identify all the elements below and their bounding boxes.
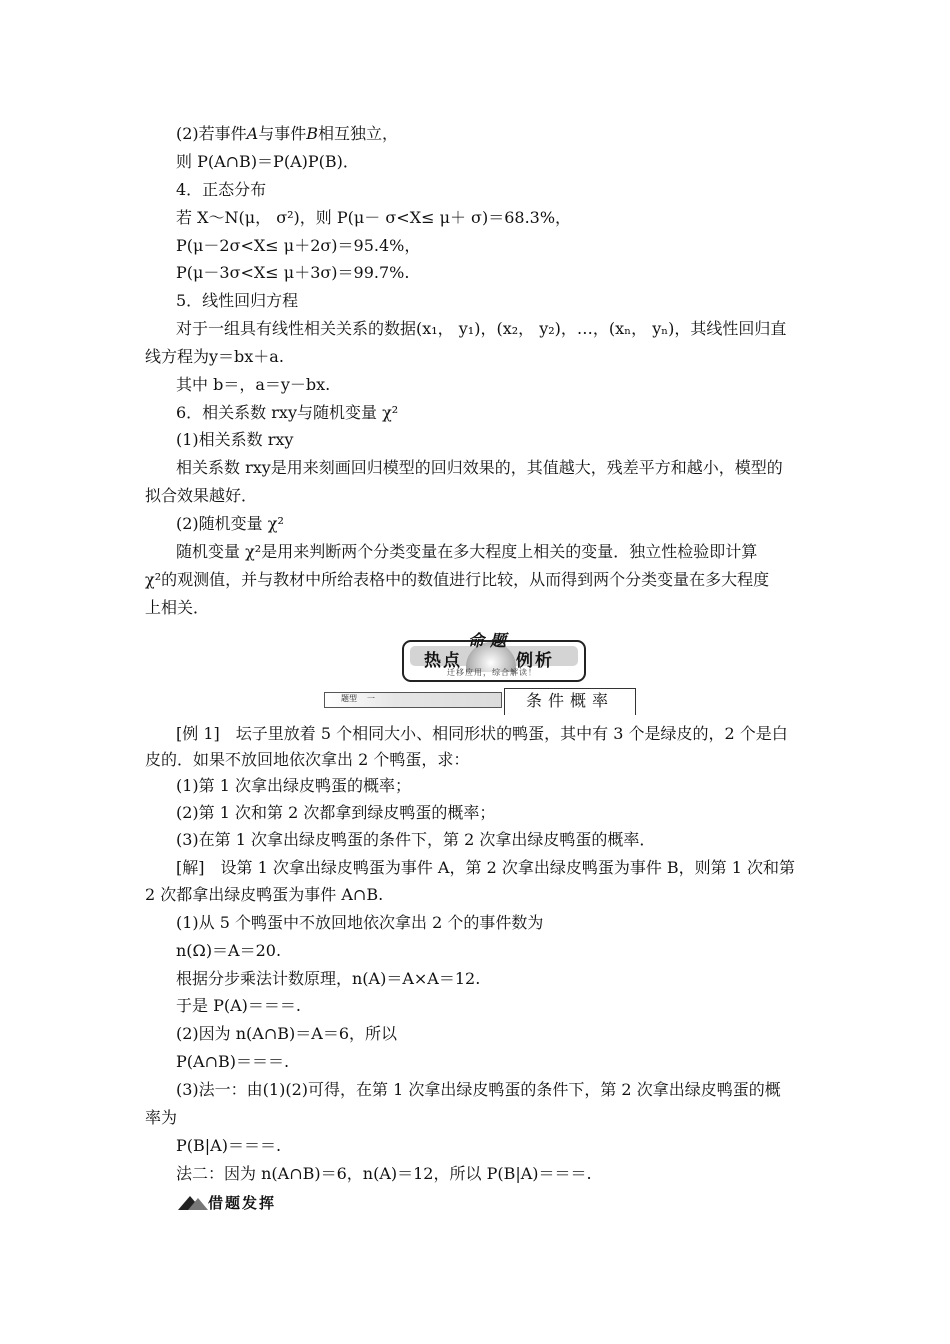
solution-line: P(A∩B)＝＝＝. xyxy=(176,1052,290,1071)
text-line: 相关系数 rxy是用来刻画回归模型的回归效果的，其值越大，残差平方和越小，模型的 xyxy=(176,458,783,477)
solution-line: (1)从 5 个鸭蛋中不放回地依次拿出 2 个的事件数为 xyxy=(176,913,544,932)
solution-line: [解] 设第 1 次拿出绿皮鸭蛋为事件 A，第 2 次拿出绿皮鸭蛋为事件 B，则第 1 次和第 xyxy=(176,858,796,877)
solution-line: 法二：因为 n(A∩B)＝6，n(A)＝12，所以 P(B|A)＝＝＝. xyxy=(176,1164,592,1183)
text-line: χ²的观测值，并与教材中所给表格中的数值进行比较，从而得到两个分类变量在多大程度 xyxy=(145,570,770,589)
text-line: P(μ－2σ<X≤ μ＋2σ)＝95.4%， xyxy=(176,236,421,255)
hot-topic-banner xyxy=(402,632,582,684)
text-line: 线方程为y＝bx＋a. xyxy=(145,347,284,366)
text-line: 拟合效果越好． xyxy=(145,486,258,505)
solution-line: 率为 xyxy=(145,1108,178,1127)
solution-line: 于是 P(A)＝＝＝. xyxy=(176,996,301,1015)
example-line: (1)第 1 次拿出绿皮鸭蛋的概率； xyxy=(176,776,412,795)
banner-subtitle: 迁移应用，综合解读！ xyxy=(447,668,537,677)
banner-right-text: 例析 xyxy=(516,651,554,671)
text-line: 则 P(A∩B)＝P(A)P(B)． xyxy=(176,152,359,171)
topic-tag: 题型 xyxy=(341,694,357,703)
text-line: (2)随机变量 χ² xyxy=(176,514,284,533)
section-heading: 5．线性回归方程 xyxy=(176,291,299,310)
solution-line: (3)法一：由(1)(2)可得，在第 1 次拿出绿皮鸭蛋的条件下，第 2 次拿出绿皮鸭蛋的概 xyxy=(176,1080,781,1099)
text-line: P(μ－3σ<X≤ μ＋3σ)＝99.7%. xyxy=(176,263,410,282)
text-line: 若 X～N(μ， σ²)，则 P(μ－ σ<X≤ μ＋ σ)＝68.3%， xyxy=(176,208,572,227)
example-line: (2)第 1 次和第 2 次都拿到绿皮鸭蛋的概率； xyxy=(176,803,496,822)
example-line: 皮的．如果不放回地依次拿出 2 个鸭蛋，求： xyxy=(145,750,470,769)
section-heading: 4．正态分布 xyxy=(176,180,267,199)
text-line: 上相关． xyxy=(145,598,210,617)
solution-line: (2)因为 n(A∩B)＝A＝6，所以 xyxy=(176,1024,397,1043)
topic-bar xyxy=(324,688,634,714)
triangle-icon xyxy=(188,1198,208,1210)
solution-line: 根据分步乘法计数原理，n(A)＝A×A＝12. xyxy=(176,969,481,988)
solution-line: n(Ω)＝A＝20. xyxy=(176,941,282,960)
example-line: [例 1] 坛子里放着 5 个相同大小、相同形状的鸭蛋，其中有 3 个是绿皮的，2 个是白 xyxy=(176,724,788,743)
topic-label-area xyxy=(324,692,502,708)
text-line: (1)相关系数 rxy xyxy=(176,430,294,449)
text-line: 其中 b＝，a＝y－bx. xyxy=(176,375,331,394)
example-line: (3)在第 1 次拿出绿皮鸭蛋的条件下，第 2 次拿出绿皮鸭蛋的概率． xyxy=(176,830,656,849)
solution-line: P(B|A)＝＝＝. xyxy=(176,1136,282,1155)
topic-title: 条件概率 xyxy=(504,688,636,715)
text-line: 对于一组具有线性相关关系的数据(x₁， y₁)，(x₂， y₂)，…，(xₙ， yₙ)，其线性回归直 xyxy=(176,319,787,338)
section-heading: 6．相关系数 rxy与随机变量 χ² xyxy=(176,403,399,422)
footer-heading-text: 借题发挥 xyxy=(208,1194,277,1212)
text-line: 随机变量 χ²是用来判断两个分类变量在多大程度上相关的变量．独立性检验即计算 xyxy=(176,542,758,561)
banner-left-text: 热点 xyxy=(424,651,462,671)
topic-number: 一 xyxy=(367,694,375,703)
solution-line: 2 次都拿出绿皮鸭蛋为事件 A∩B. xyxy=(145,885,384,904)
banner-top-text: 命题 xyxy=(468,631,513,650)
text-line: (2)若事件A与事件B相互独立， xyxy=(176,124,399,143)
